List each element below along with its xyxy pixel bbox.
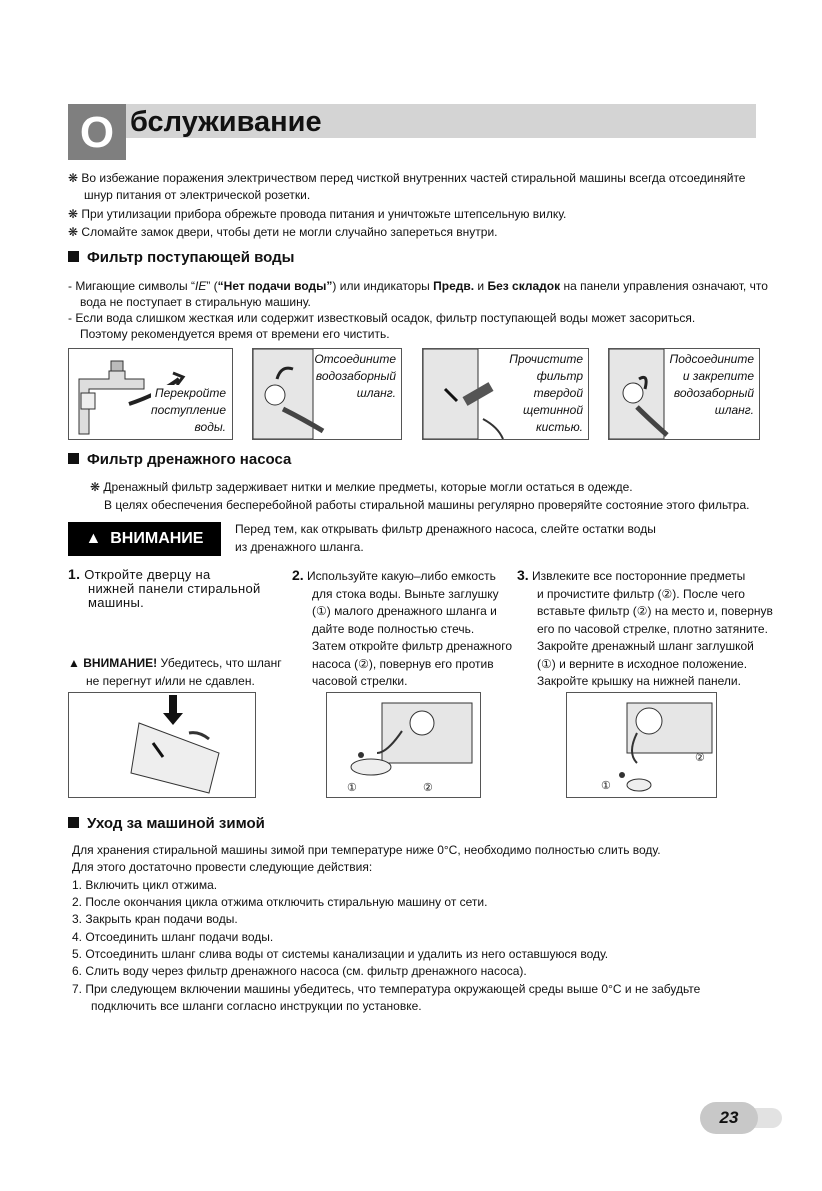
section-heading-inlet-filter: Фильтр поступающей воды (68, 248, 294, 268)
winter-item-7: 7. При следующем включении машины убедитесь, что температура окружающей среды выше 0°C и не забудьте (72, 982, 701, 996)
intro-text: При утилизации прибора обрежьте провода питания и уничтожьте штепсельную вилку. (81, 207, 567, 221)
inlet-paragraph-1: - Мигающие символы “IE” (“Нет подачи воды”) или индикаторы Предв. и Без складок на панели управления означают, что (68, 279, 768, 293)
figure-clean-filter (422, 348, 589, 440)
step-2: 2. Используйте какую–либо емкость для стока воды. Выньте заглушку (①) малого дренажного шланга и дайте воде полностью стечь. Затем откройте фильтр дренажного насоса (②), повернув его против часовой стрелки. (292, 567, 513, 688)
figure-caption-2: Отсоедините водозаборный шланг. (314, 352, 396, 400)
square-bullet-icon (68, 817, 79, 828)
marker-2: ② (423, 782, 433, 794)
caution-badge: ▲ ВНИМАНИЕ (68, 522, 221, 556)
drain-text: В целях обеспечения бесперебойной работы стиральной машины регулярно проверяйте состояние этого фильтра. (104, 498, 750, 512)
figure-caption-4: Подсоедините и закрепите водозаборный шланг. (669, 352, 754, 417)
drain-bullet: ❋ Дренажный фильтр задерживает нитки и мелкие предметы, которые могли остаться в одежде. (90, 480, 633, 494)
square-bullet-icon (68, 251, 79, 262)
intro-bullet-2 (68, 206, 566, 223)
intro-text: Сломайте замок двери, чтобы дети не могли случайно запереться внутри. (81, 225, 498, 239)
asterisk-icon: ❋ (68, 225, 79, 239)
step-1-warning-cont: не перегнут и/или не сдавлен. (86, 674, 255, 688)
winter-item-6: 6. Слить воду через фильтр дренажного насоса (см. фильтр дренажного насоса). (72, 964, 527, 978)
winter-item-7-cont: подключить все шланги согласно инструкции по установке. (91, 999, 422, 1013)
winter-intro-2: Для этого достаточно провести следующие действия: (72, 860, 373, 874)
winter-item-4: 4. Отсоединить шланг подачи воды. (72, 930, 274, 944)
error-code: IE (194, 279, 207, 293)
page-title: бслуживание (130, 106, 322, 138)
marker-1: ① (601, 780, 611, 792)
header-letter: О (79, 108, 115, 157)
warning-triangle-icon: ▲ (85, 530, 102, 547)
asterisk-icon: ❋ (68, 207, 79, 221)
figure-drain-water (326, 692, 481, 798)
inlet-paragraph-2: - Если вода слишком жесткая или содержит известковый осадок, фильтр поступающей воды может засориться. (68, 311, 696, 325)
asterisk-icon: ❋ (68, 171, 79, 185)
asterisk-icon: ❋ (90, 480, 101, 494)
step-1: 1. Откройте дверцу на нижней панели стиральной машины. (68, 566, 261, 610)
figure-open-door (68, 692, 256, 798)
warning-triangle-icon: ▲ (68, 656, 80, 670)
winter-item-3: 3. Закрыть кран подачи воды. (72, 912, 238, 926)
intro-text: Во избежание поражения электричеством перед чисткой внутренних частей стиральной машины всегда отсоединяйте (81, 171, 746, 185)
section-heading-winter: Уход за машиной зимой (68, 814, 265, 834)
step-1-warning: ▲ ВНИМАНИЕ! Убедитесь, что шланг (68, 656, 282, 670)
winter-item-2: 2. После окончания цикла отжима отключить стиральную машину от сети. (72, 895, 488, 909)
figure-caption-3: Прочистите фильтр твердой щетинной кистью. (509, 352, 583, 434)
winter-intro-1: Для хранения стиральной машины зимой при температуре ниже 0°C, необходимо полностью слить воду. (72, 843, 661, 857)
pump-filter-illustration (567, 693, 716, 797)
figure-caption-1: Перекройте поступление воды. (150, 386, 226, 434)
figure-disconnect-hose (252, 348, 402, 440)
winter-item-5: 5. Отсоединить шланг слива воды от системы канализации и удалить из него оставшуюся воду. (72, 947, 609, 961)
intro-bullet-1 (68, 170, 745, 187)
open-door-illustration (69, 693, 255, 797)
marker-2: ② (695, 752, 705, 764)
winter-item-1: 1. Включить цикл отжима. (72, 878, 218, 892)
marker-1: ① (347, 782, 357, 794)
intro-bullet-3 (68, 224, 498, 241)
figure-close-tap (68, 348, 233, 440)
figure-clean-pump-filter (566, 692, 717, 798)
caution-text-2: из дренажного шланга. (235, 540, 364, 554)
caution-text-1: Перед тем, как открывать фильтр дренажного насоса, слейте остатки воды (235, 522, 656, 536)
inlet-paragraph-2-cont: Поэтому рекомендуется время от времени его чистить. (80, 327, 390, 341)
page-number: 23 (700, 1102, 758, 1134)
inlet-paragraph-1-cont: вода не поступает в стиральную машину. (80, 295, 311, 309)
intro-text: шнур питания от электрической розетки. (84, 188, 311, 202)
step-3: 3. Извлеките все посторонние предметы и прочистите фильтр (②). После чего вставьте фильтр (②) на место и, повернув его по часовой стрелке, плотно затяните. Закройте дренажный шланг заглушкой (①) и верните в исходное положение. Закройте крышку на нижней панели. (517, 567, 773, 688)
section-heading-drain-filter: Фильтр дренажного насоса (68, 450, 291, 470)
square-bullet-icon (68, 453, 79, 464)
figure-reconnect-hose (608, 348, 760, 440)
